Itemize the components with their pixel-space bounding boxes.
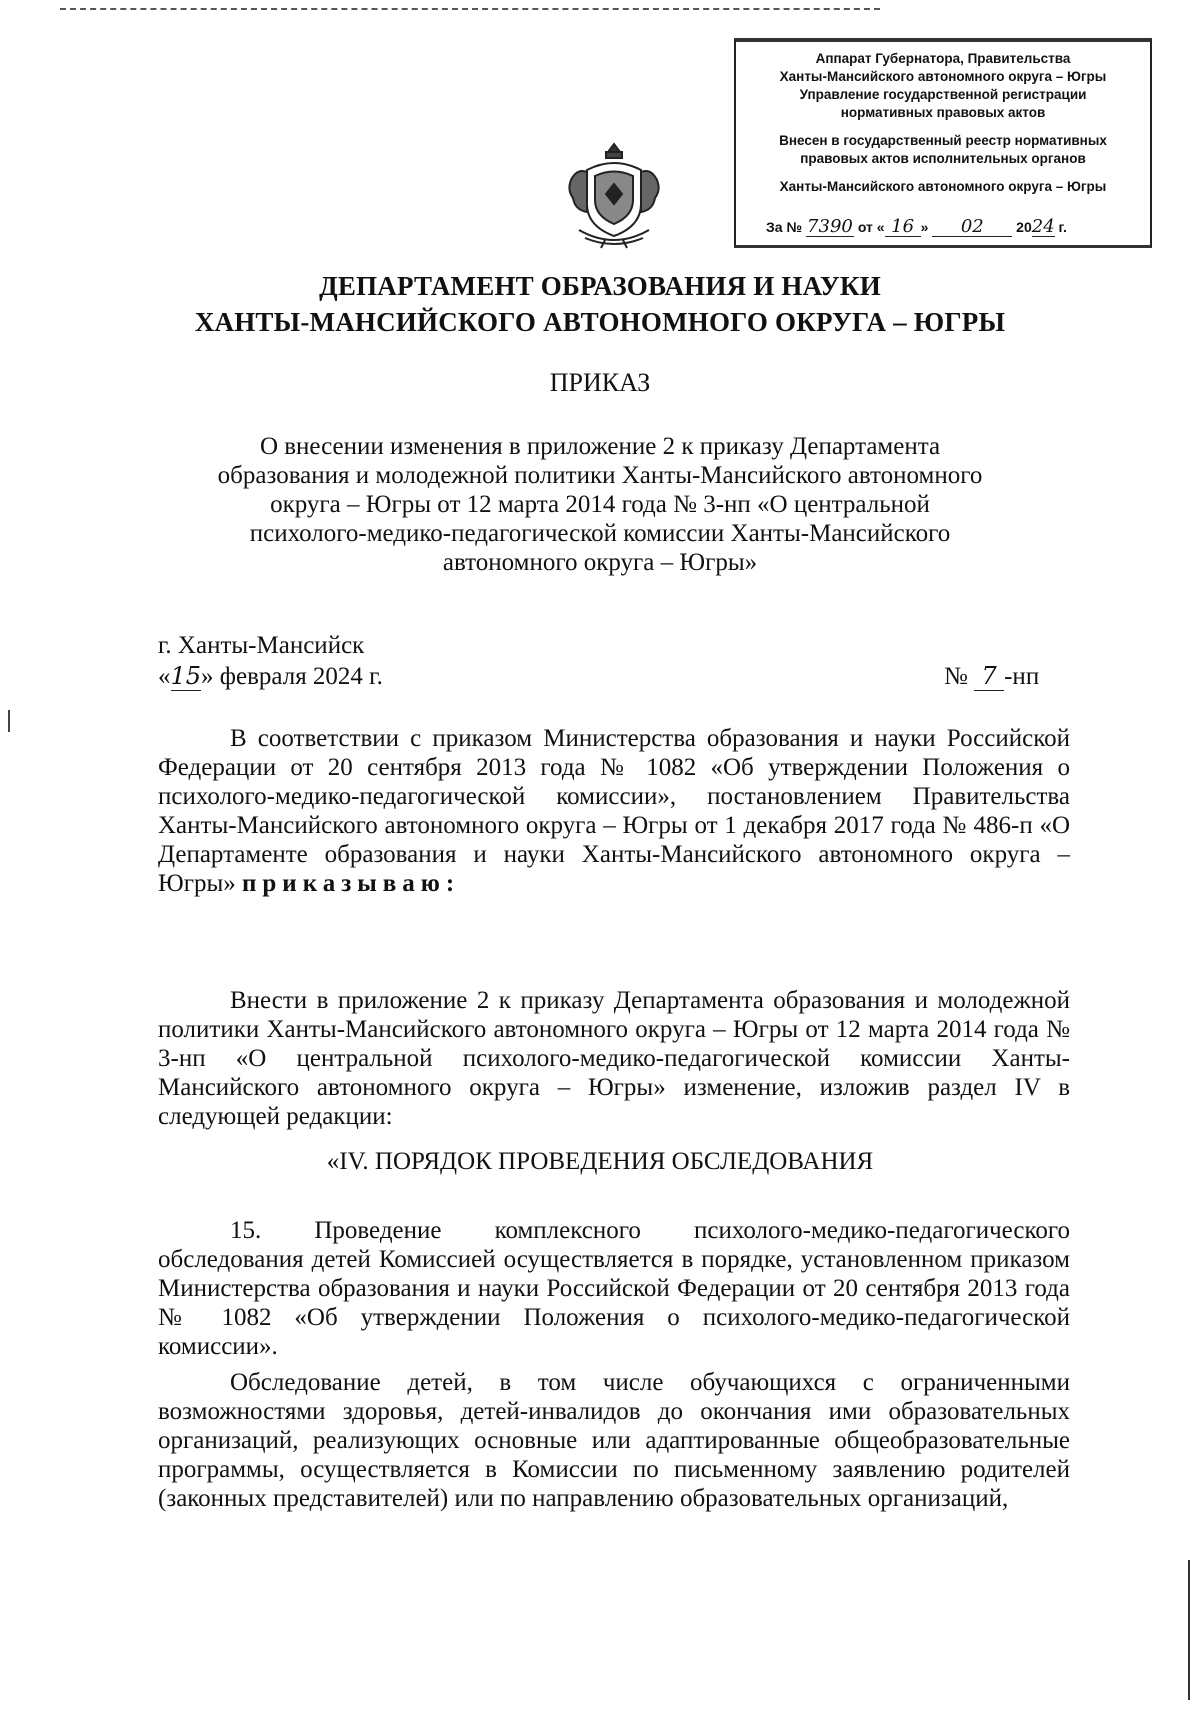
stamp-line: Внесен в государственный реестр нормативных	[779, 133, 1107, 148]
stamp-day: 16	[885, 218, 921, 237]
stamp-from-label: от «	[857, 219, 885, 235]
stamp-registration-record	[766, 218, 1067, 237]
preamble-text: В соответствии с приказом Министерства образования и науки Российской Федерации от 20 сентября 2013 года № 1082 «Об утверждении Положения о психолого-медико-педагогической комиссии», постановлением Правительства Ханты-Мансийского автономного округа – Югры от 1 декабря 2017 года № 486-п «О Департаменте образования и науки Ханты-Мансийского автономного округа – Югры»	[158, 725, 1070, 897]
number-prefix: №	[944, 663, 968, 690]
title-line: автономного округа – Югры»	[442, 549, 758, 576]
heading-line: ДЕПАРТАМЕНТ ОБРАЗОВАНИЯ И НАУКИ	[319, 271, 881, 301]
title-line: О внесении изменения в приложение 2 к приказу Департамента	[259, 433, 941, 460]
title-line: психолого-медико-педагогической комиссии Ханты-Мансийского	[249, 520, 951, 547]
stamp-year-unit: г.	[1058, 219, 1067, 235]
order-number	[944, 662, 1039, 691]
number-handwritten: 7	[974, 662, 1004, 691]
coat-of-arms-icon	[565, 140, 663, 250]
stamp-year-prefix: 20	[1016, 219, 1032, 235]
clause-15-paragraph: 15. Проведение комплексного психолого-медико-педагогического обследования детей Комиссией осуществляется в порядке, установленном приказом Министерства образования и науки Российской Федерации от 20 сентября 2013 года № 1082 «Об утверждении Положения о психолого-медико-педагогической комиссии».	[158, 1217, 1070, 1360]
title-line: округа – Югры от 12 марта 2014 года № 3-нп «О центральной	[270, 491, 930, 518]
stamp-reg-prefix: За №	[766, 219, 803, 235]
stamp-year: 24	[1031, 216, 1055, 237]
stamp-line: Ханты-Мансийского автономного округа – Югры	[779, 179, 1107, 194]
number-suffix: -нп	[1004, 663, 1040, 690]
stamp-line: правовых актов исполнительных органов	[800, 151, 1086, 166]
scan-artifact-line	[60, 8, 880, 10]
stamp-line: Аппарат Губернатора, Правительства	[815, 51, 1071, 66]
order-verb: приказываю:	[242, 870, 461, 897]
scan-artifact-edge	[1188, 1560, 1190, 1700]
stamp-line: Ханты-Мансийского автономного округа – Югры	[779, 69, 1107, 84]
date-rest: » февраля 2024 г.	[201, 663, 383, 690]
preamble-paragraph	[158, 724, 1070, 898]
date-day-handwritten: 15	[170, 662, 202, 690]
title-line: образования и молодежной политики Ханты-Мансийского автономного	[217, 462, 983, 489]
date-open-quote: «	[158, 663, 171, 690]
stamp-day-close: »	[920, 219, 929, 235]
amendment-paragraph: Внести в приложение 2 к приказу Департамента образования и молодежной политики Ханты-Мансийского автономного округа – Югры от 12 марта 2014 года № 3-нп «О центральной психолого-медико-педагогической комиссии Ханты-Мансийского автономного округа – Югры» изменение, изложив раздел IV в следующей редакции:	[158, 987, 1070, 1130]
examination-paragraph: Обследование детей, в том числе обучающихся с ограниченными возможностями здоровья, детей-инвалидов до окончания ими образовательных организаций, реализующих основные или адаптированные общеобразовательные программы, осуществляется в Комиссии по письменному заявлению родителей (законных представителей) или по направлению образовательных организаций,	[158, 1369, 1070, 1512]
registration-stamp	[734, 38, 1152, 248]
stamp-line: нормативных правовых актов	[840, 105, 1046, 120]
section-title: «IV. ПОРЯДОК ПРОВЕДЕНИЯ ОБСЛЕДОВАНИЯ	[326, 1148, 874, 1175]
issue-date	[158, 662, 383, 691]
heading-line: ХАНТЫ-МАНСИЙСКОГО АВТОНОМНОГО ОКРУГА – ЮГРЫ	[194, 307, 1006, 337]
stamp-month: 02	[932, 218, 1012, 237]
scan-artifact-tick	[8, 710, 10, 732]
order-title	[0, 432, 1200, 577]
issue-place: г. Ханты-Мансийск	[158, 632, 365, 659]
document-type: ПРИКАЗ	[549, 368, 651, 397]
department-heading	[0, 268, 1200, 340]
stamp-line: Управление государственной регистрации	[799, 87, 1087, 102]
stamp-reg-number: 7390	[807, 216, 853, 237]
